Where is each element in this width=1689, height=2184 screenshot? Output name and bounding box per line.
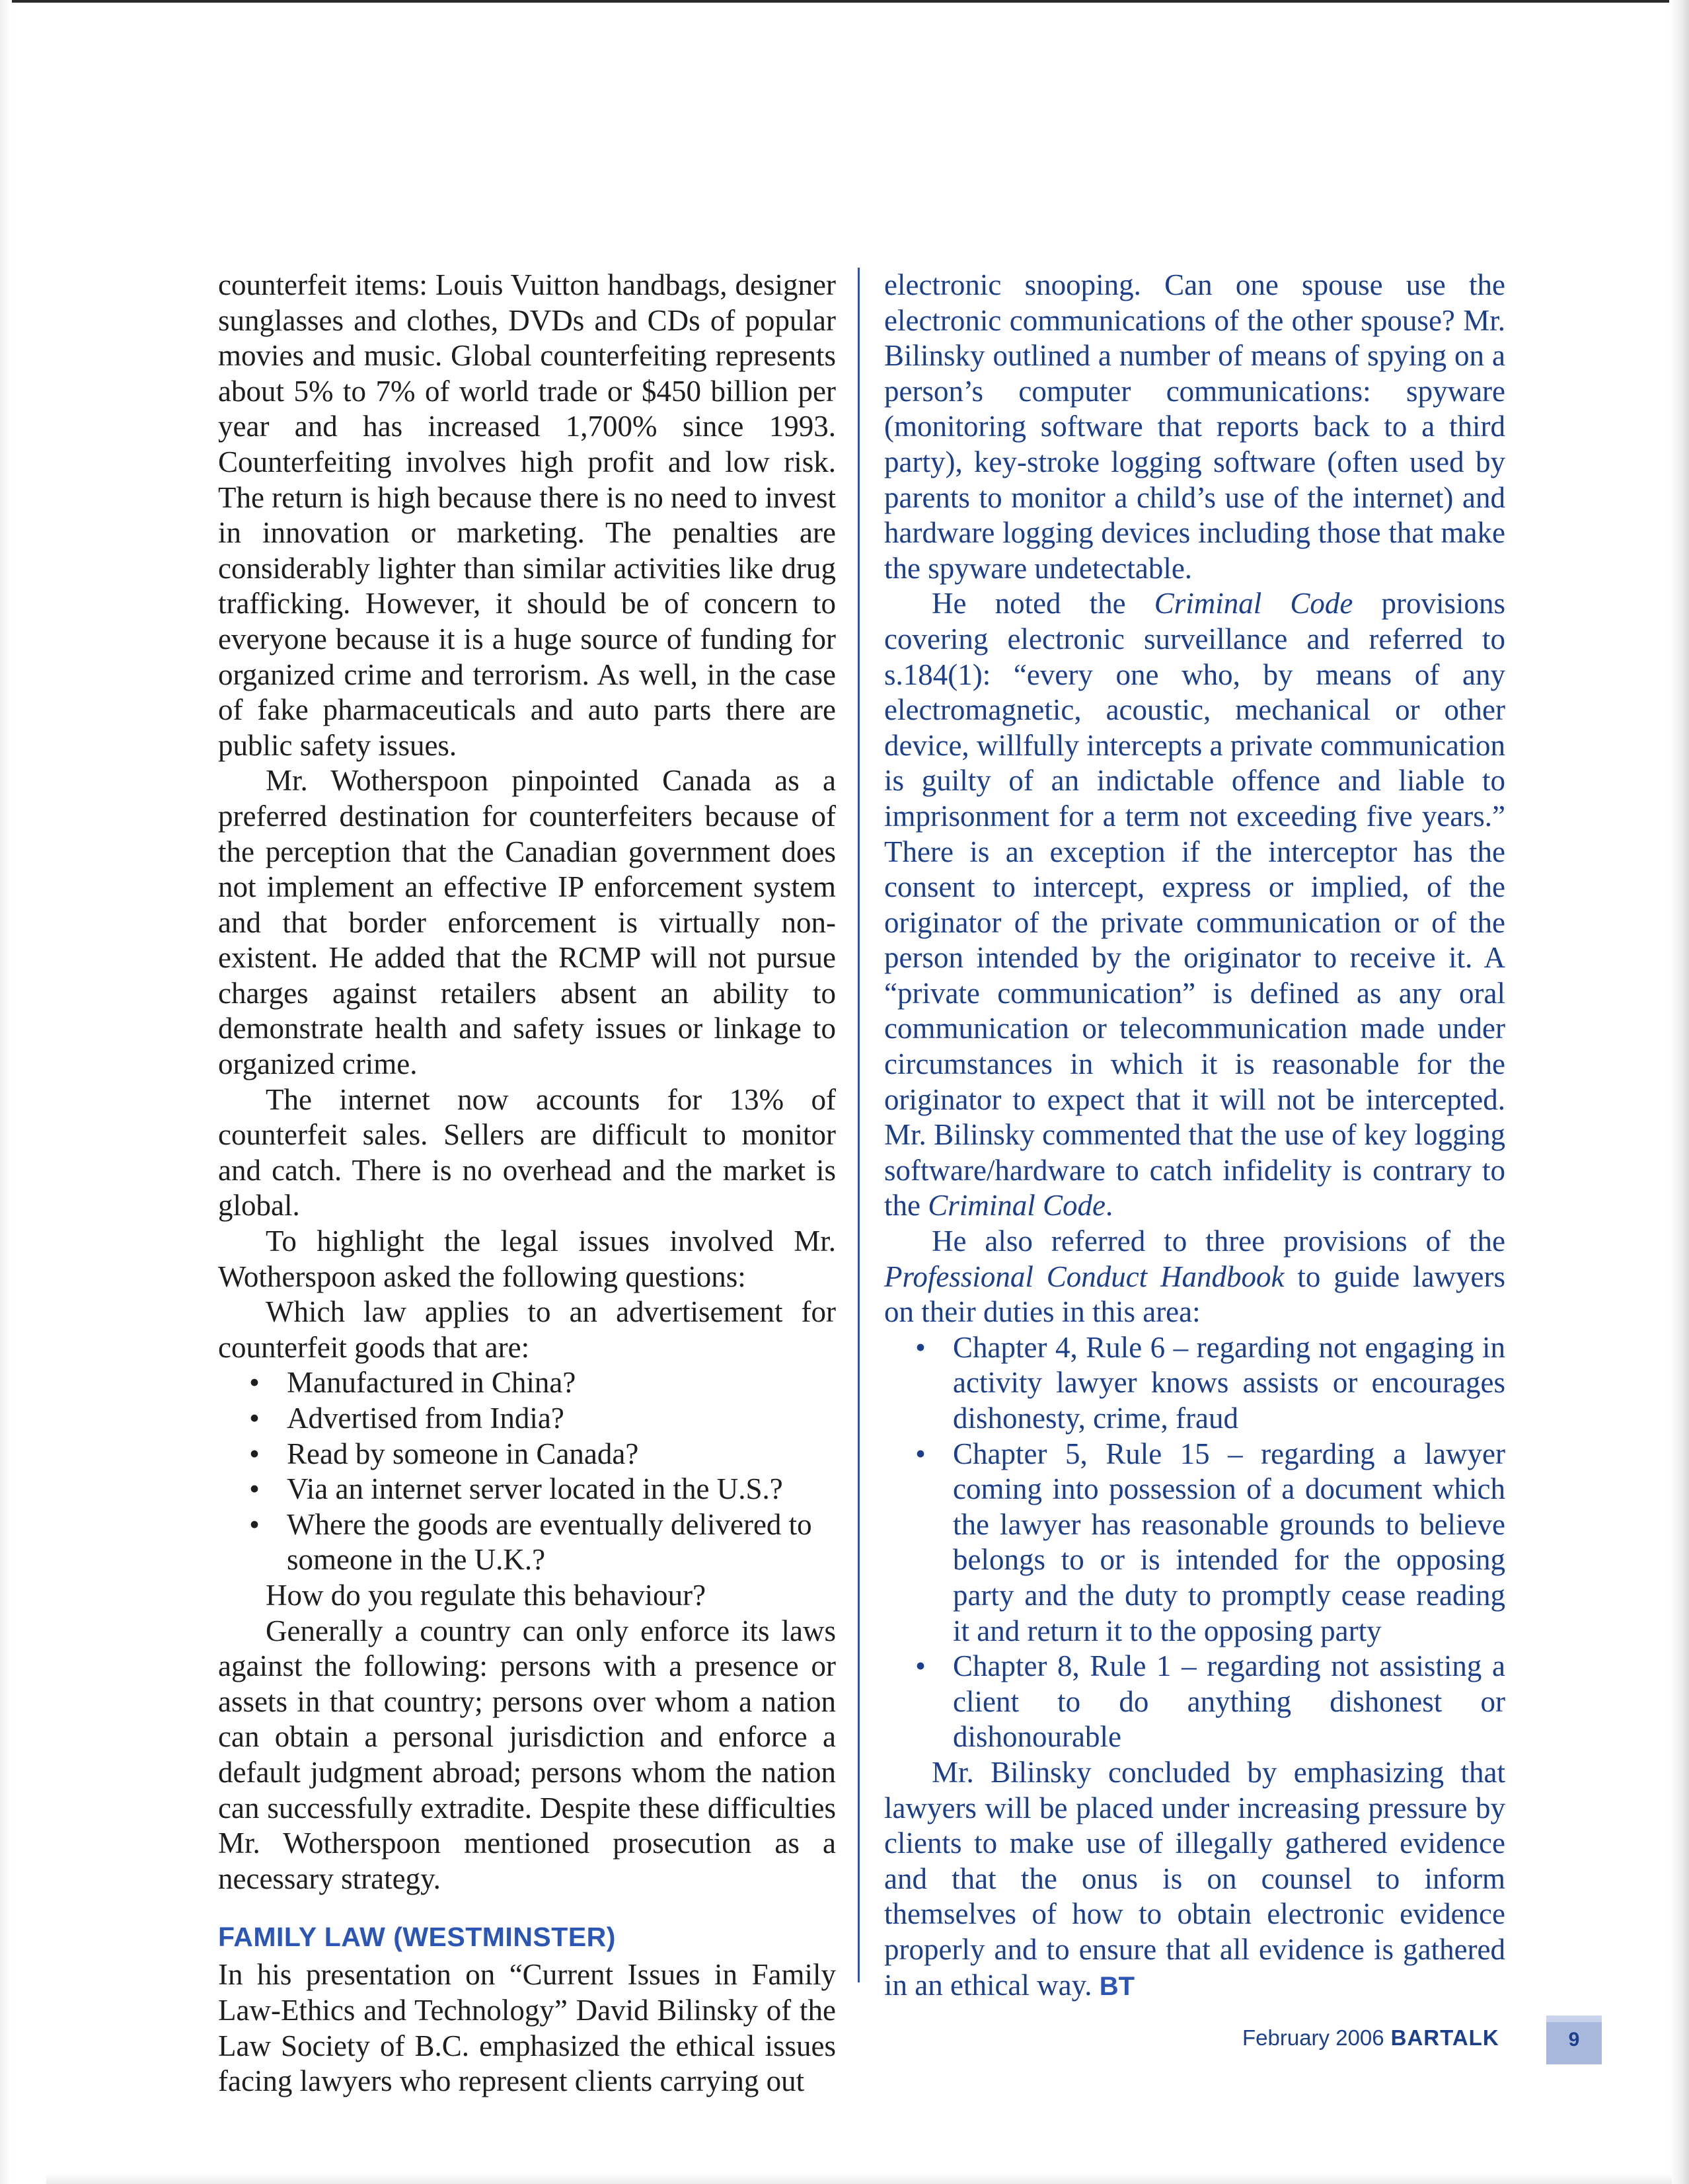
left-paragraph-6: How do you regulate this behaviour? <box>266 1578 706 1612</box>
list-item <box>218 1507 836 1578</box>
list-item <box>218 1437 836 1472</box>
criminal-code-title: Criminal Code <box>1154 587 1353 621</box>
left-paragraph-2: Mr. Wotherspoon pinpointed Canada as a preferred destination for counterfeiters because of the perception that the Canadian government does not implement an effective IP enforcement system and that border enforcement is virtually non-existent. He added that the RCMP will not pursue charges against retailers absent an ability to demonstrate health and safety issues or linkage to organized crime. <box>218 764 836 1081</box>
scan-top-edge <box>0 0 1689 3</box>
scan-left-edge <box>0 0 12 2184</box>
page-number-box <box>1546 2015 1602 2064</box>
page-number: 9 <box>1568 2029 1580 2051</box>
list-item-text: Chapter 8, Rule 1 – regarding not assisting a client to do anything dishonest or dishonourable <box>953 1649 1505 1754</box>
left-column <box>218 268 836 2099</box>
list-item <box>218 1401 836 1437</box>
bullet-icon: • <box>249 1402 260 1435</box>
left-paragraph-5: Which law applies to an advertisement for counterfeit goods that are: <box>218 1295 836 1364</box>
text-run: He noted the <box>932 587 1154 621</box>
text-run: He also referred to three provisions of the <box>932 1224 1505 1258</box>
list-item <box>218 1365 836 1401</box>
right-paragraph-2 <box>884 586 1505 1224</box>
text-run: Mr. Bilinsky concluded by emphasizing that lawyers will be placed under increasing pressure by clients to make use of illegally gathered evidence and that the onus is on counsel to inform themselves of how to obtain electronic evidence properly and to ensure that all evidence is gathered in an ethical way. <box>884 1755 1505 2002</box>
left-paragraph-4: To highlight the legal issues involved Mr. Wotherspoon asked the following questions: <box>218 1224 836 1293</box>
text-run: provisions covering electronic surveillance and referred to s.184(1): “every one who, by means of any electromagnetic, acoustic, mechanical or other device, willfully intercepts a private communication is guilty of an indictable offence and liable to imprisonment for a term not exceeding five years.” There is an exception if the interceptor has the consent to intercept, express or implied, of the originator of the private communication or of the person intended by the originator to receive it. A “private communication” is defined as any oral communication or telecommunication made under circumstances in which it is reasonable for the originator to expect that it will not be intercepted. Mr. Bilinsky commented that the use of key logging software/hardware to catch infidelity is contrary to the <box>884 587 1506 1223</box>
bullet-icon: • <box>249 1507 260 1541</box>
scan-bottom-edge <box>46 2173 1672 2184</box>
list-item-text: Manufactured in China? <box>287 1366 576 1400</box>
list-item-text: Via an internet server located in the U.S.? <box>287 1472 783 1506</box>
section-heading: FAMILY LAW (WESTMINSTER) <box>218 1922 616 1953</box>
bullet-icon: • <box>249 1472 260 1506</box>
right-paragraph-1: electronic snooping. Can one spouse use the electronic communications of the other spouse? Mr. Bilinsky outlined a number of means of spying on a person’s computer communications: spyware (monitoring software that reports back to a third party), key-stroke logging software (often used by parents to monitor a child’s use of the internet) and hardware logging devices including those that make the spyware undetectable. <box>884 268 1505 585</box>
column-divider <box>858 268 860 1982</box>
handbook-title: Professional Conduct Handbook <box>884 1260 1285 1293</box>
criminal-code-title: Criminal Code <box>928 1189 1106 1223</box>
text-run: to guide lawyers on their duties in this area: <box>884 1260 1506 1329</box>
list-item <box>884 1649 1505 1755</box>
right-paragraph-3 <box>884 1224 1505 1330</box>
left-paragraph-3: The internet now accounts for 13% of counterfeit sales. Sellers are difficult to monitor and catch. There is no overhead and the market is global. <box>218 1082 836 1223</box>
text-run: . <box>1106 1189 1113 1223</box>
issue-date: February 2006 <box>1242 2025 1384 2050</box>
list-item-text: Chapter 5, Rule 15 – regarding a lawyer coming into possession of a document which the lawyer has reasonable grounds to believe belongs to or is intended for the opposing party and the duty to promptly cease reading it and return it to the opposing party <box>953 1437 1505 1647</box>
list-item <box>884 1437 1505 1649</box>
left-paragraph-1: counterfeit items: Louis Vuitton handbags, designer sunglasses and clothes, DVDs and CDs of popular movies and music. Global counterfeiting represents about 5% to 7% of world trade or $450 billion per year and has increased 1,700% since 1993. Counterfeiting involves high profit and low risk. The return is high because there is no need to invest in innovation or marketing. The penalties are considerably lighter than similar activities like drug trafficking. However, it should be of concern to everyone because it is a huge source of funding for organized crime and terrorism. As well, in the case of fake pharmaceuticals and auto parts there are public safety issues. <box>218 268 836 762</box>
bullet-icon: • <box>249 1366 260 1400</box>
page-footer <box>1242 2025 1499 2051</box>
bullet-icon: • <box>915 1437 926 1470</box>
list-item <box>218 1472 836 1507</box>
bullet-icon: • <box>249 1437 260 1470</box>
scan-right-edge <box>1669 0 1689 2184</box>
end-mark: BT <box>1099 1971 1135 2001</box>
page-box-highlight <box>1546 2015 1602 2022</box>
right-paragraph-4 <box>884 1755 1505 2004</box>
list-item-text: Where the goods are eventually delivered to someone in the U.K.? <box>287 1507 812 1577</box>
list-item-text: Read by someone in Canada? <box>287 1437 639 1470</box>
bullet-icon: • <box>915 1649 926 1683</box>
bullet-icon: • <box>915 1330 926 1364</box>
magazine-name: BARTALK <box>1390 2025 1499 2050</box>
list-item <box>884 1330 1505 1437</box>
right-column <box>884 268 1505 2004</box>
list-item-text: Chapter 4, Rule 6 – regarding not engaging in activity lawyer knows assists or encourages dishonesty, crime, fraud <box>953 1330 1505 1435</box>
list-item-text: Advertised from India? <box>287 1402 564 1435</box>
left-paragraph-8: In his presentation on “Current Issues in Family Law-Ethics and Technology” David Bilinsky of the Law Society of B.C. emphasized the ethical issues facing lawyers who represent clients carrying out <box>218 1958 836 2098</box>
left-paragraph-7: Generally a country can only enforce its laws against the following: persons with a presence or assets in that country; persons over whom a nation can obtain a personal jurisdiction and enforce a default judgment abroad; persons whom the nation can successfully extradite. Despite these difficulties Mr. Wotherspoon mentioned prosecution as a necessary strategy. <box>218 1614 836 1895</box>
provision-list <box>884 1330 1505 1755</box>
question-list <box>218 1365 836 1578</box>
